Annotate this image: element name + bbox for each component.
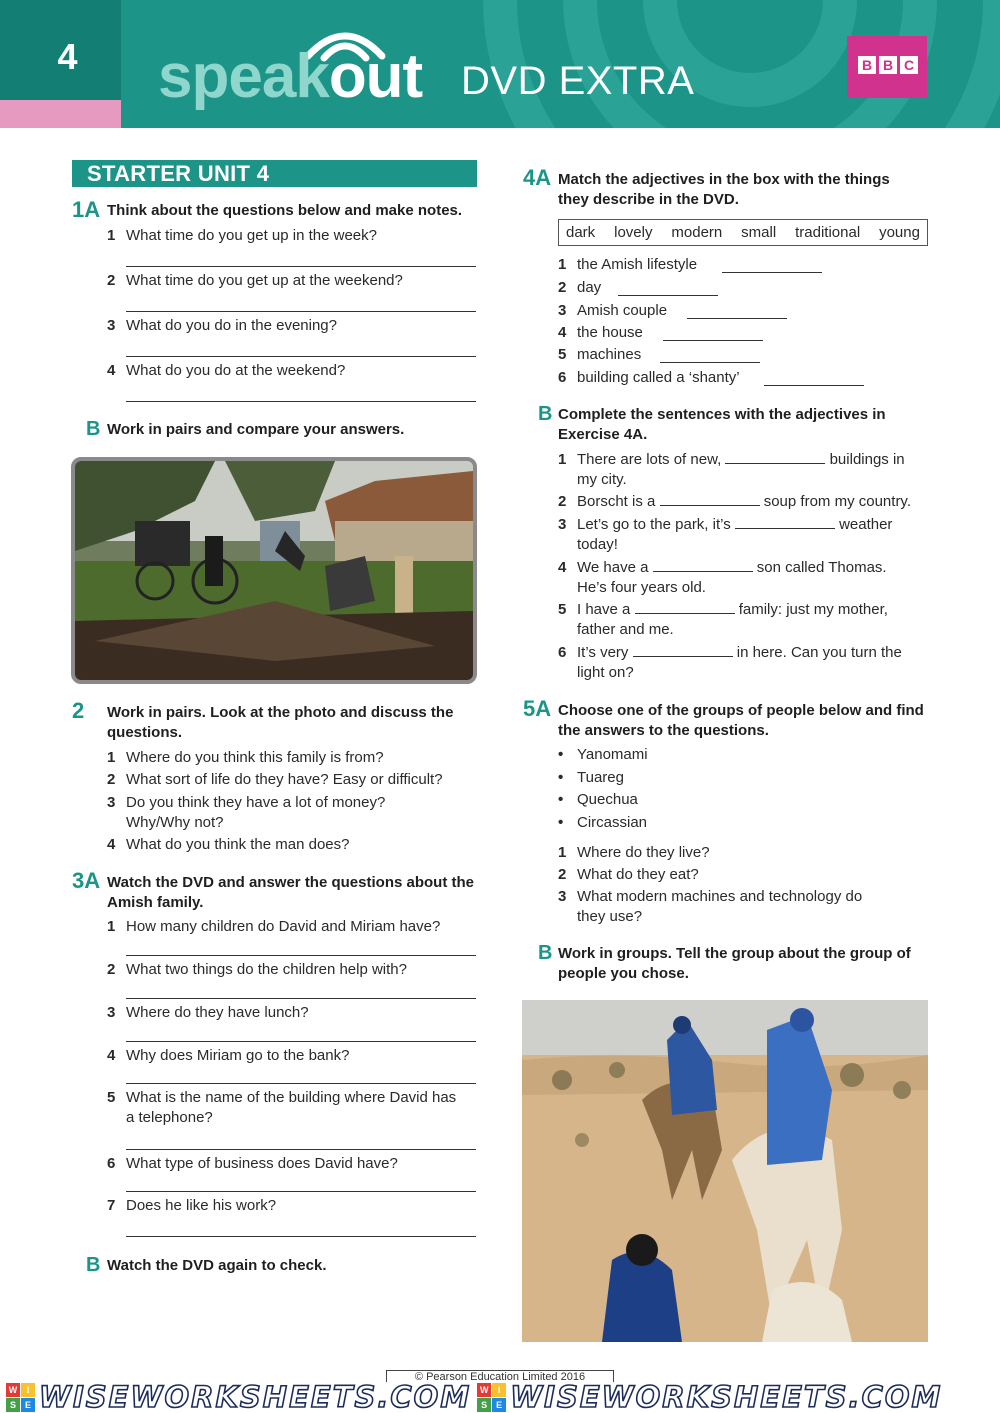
question-item: 1 How many children do David and Miriam have?	[107, 918, 441, 935]
exercise-1a-tag: 1A	[72, 197, 101, 222]
answer-line[interactable]	[663, 340, 763, 341]
watermark-text: WISEWORKSHEETS.COM	[510, 1380, 943, 1413]
header-banner	[0, 0, 1000, 128]
exercise-1b-instruction: Work in pairs and compare your answers.	[107, 421, 405, 438]
exercise-3a-instruction: Watch the DVD and answer the questions about the Amish family.	[107, 874, 474, 911]
exercise-3a-tag: 3A	[72, 868, 101, 893]
match-item: 6 building called a ‘shanty’	[558, 369, 740, 386]
answer-blank[interactable]	[725, 450, 825, 464]
watermark-strip	[0, 1381, 1000, 1413]
exercise-4b-instruction: Complete the sentences with the adjectives in Exercise 4A.	[558, 406, 886, 443]
question-item: 3 Do you think they have a lot of money? Why/Why not?	[107, 794, 386, 831]
exercise-5a-instruction: Choose one of the groups of people below and find the answers to the questions.	[558, 702, 924, 739]
answer-line[interactable]	[618, 295, 718, 296]
sentence-item: 4 We have a son called Thomas. He’s four years old.	[558, 559, 887, 596]
exercise-5b-tag: B	[538, 942, 553, 964]
sentence-item: 3 Let’s go to the park, it’s weather today!	[558, 516, 893, 553]
answer-blank[interactable]	[735, 515, 835, 529]
exercise-2-tag: 2	[72, 698, 85, 723]
exercise-1a-instruction: Think about the questions below and make notes.	[107, 202, 463, 219]
question-item: 1 Where do you think this family is from?	[107, 749, 384, 766]
exercise-3b-instruction: Watch the DVD again to check.	[107, 1257, 327, 1274]
group-bullet: • Circassian	[558, 814, 648, 831]
answer-line[interactable]	[126, 1236, 476, 1237]
answer-line[interactable]	[126, 401, 476, 402]
question-item: 5 What is the name of the building where David has a telephone?	[107, 1089, 457, 1126]
sentence-item: 1 There are lots of new, buildings in my city.	[558, 451, 905, 488]
answer-line[interactable]	[126, 266, 476, 267]
sentence-item: 6 It’s very in here. Can you turn the light on?	[558, 644, 902, 681]
exercise-3b-tag: B	[86, 1254, 101, 1276]
match-item: 5 machines	[558, 346, 642, 363]
answer-line[interactable]	[764, 385, 864, 386]
bbc-logo: B B C	[858, 56, 918, 74]
answer-line[interactable]	[687, 318, 787, 319]
answer-line[interactable]	[126, 1149, 476, 1150]
question-item: 4 Why does Miriam go to the bank?	[107, 1047, 350, 1064]
exercise-1b-tag: B	[86, 418, 101, 440]
group-bullet: • Tuareg	[558, 769, 624, 786]
watermark-logo: W I S E	[6, 1383, 35, 1412]
sentence-item: 2 Borscht is a soup from my country.	[558, 493, 911, 510]
answer-line[interactable]	[126, 955, 476, 956]
exercise-2-instruction: Work in pairs. Look at the photo and discuss the questions.	[107, 704, 454, 741]
question-item: 3 What do you do in the evening?	[107, 317, 337, 334]
question-item: 1 Where do they live?	[558, 844, 710, 861]
unit-title: STARTER UNIT 4	[72, 160, 477, 187]
question-item: 2 What two things do the children help with?	[107, 961, 407, 978]
match-item: 4 the house	[558, 324, 643, 341]
copyright-notice: © Pearson Education Limited 2016	[386, 1370, 614, 1382]
answer-line[interactable]	[126, 356, 476, 357]
exercise-4a-instruction: Match the adjectives in the box with the things they describe in the DVD.	[558, 171, 890, 208]
answer-line[interactable]	[126, 1041, 476, 1042]
answer-line[interactable]	[722, 272, 822, 273]
question-item: 1 What time do you get up in the week?	[107, 227, 377, 244]
answer-blank[interactable]	[635, 600, 735, 614]
question-item: 2 What sort of life do they have? Easy or difficult?	[107, 771, 443, 788]
question-item: 4 What do you think the man does?	[107, 836, 350, 853]
answer-line[interactable]	[126, 311, 476, 312]
amish-family-photo	[71, 457, 477, 684]
question-item: 7 Does he like his work?	[107, 1197, 277, 1214]
answer-line[interactable]	[126, 1083, 476, 1084]
exercise-5b-instruction: Work in groups. Tell the group about the group of people you chose.	[558, 945, 911, 982]
sentence-item: 5 I have a family: just my mother, father and me.	[558, 601, 888, 638]
product-title: DVD EXTRA	[461, 59, 695, 103]
adjective-word-box: dark lovely modern small traditional young	[558, 219, 928, 246]
desert-camels-photo	[522, 1000, 928, 1342]
exercise-5a-tag: 5A	[523, 696, 552, 721]
answer-line[interactable]	[126, 1191, 476, 1192]
question-item: 6 What type of business does David have?	[107, 1155, 398, 1172]
speakout-logo: speakout	[158, 42, 423, 111]
answer-blank[interactable]	[660, 492, 760, 506]
exercise-4a-tag: 4A	[523, 165, 552, 190]
watermark-logo: W I S E	[477, 1383, 506, 1412]
watermark-text: WISEWORKSHEETS.COM	[39, 1380, 472, 1413]
match-item: 2 day	[558, 279, 602, 296]
question-item: 4 What do you do at the weekend?	[107, 362, 346, 379]
question-item: 2 What time do you get up at the weekend?	[107, 272, 403, 289]
answer-blank[interactable]	[633, 643, 733, 657]
match-item: 3 Amish couple	[558, 302, 668, 319]
question-item: 2 What do they eat?	[558, 866, 699, 883]
answer-line[interactable]	[126, 998, 476, 999]
question-item: 3 Where do they have lunch?	[107, 1004, 309, 1021]
exercise-4b-tag: B	[538, 403, 553, 425]
group-bullet: • Quechua	[558, 791, 638, 808]
answer-blank[interactable]	[653, 558, 753, 572]
question-item: 3 What modern machines and technology do they use?	[558, 888, 863, 925]
unit-number: 4	[57, 36, 78, 77]
match-item: 1 the Amish lifestyle	[558, 256, 698, 273]
group-bullet: • Yanomami	[558, 746, 648, 763]
answer-line[interactable]	[660, 362, 760, 363]
unit-color-strip	[0, 100, 121, 128]
